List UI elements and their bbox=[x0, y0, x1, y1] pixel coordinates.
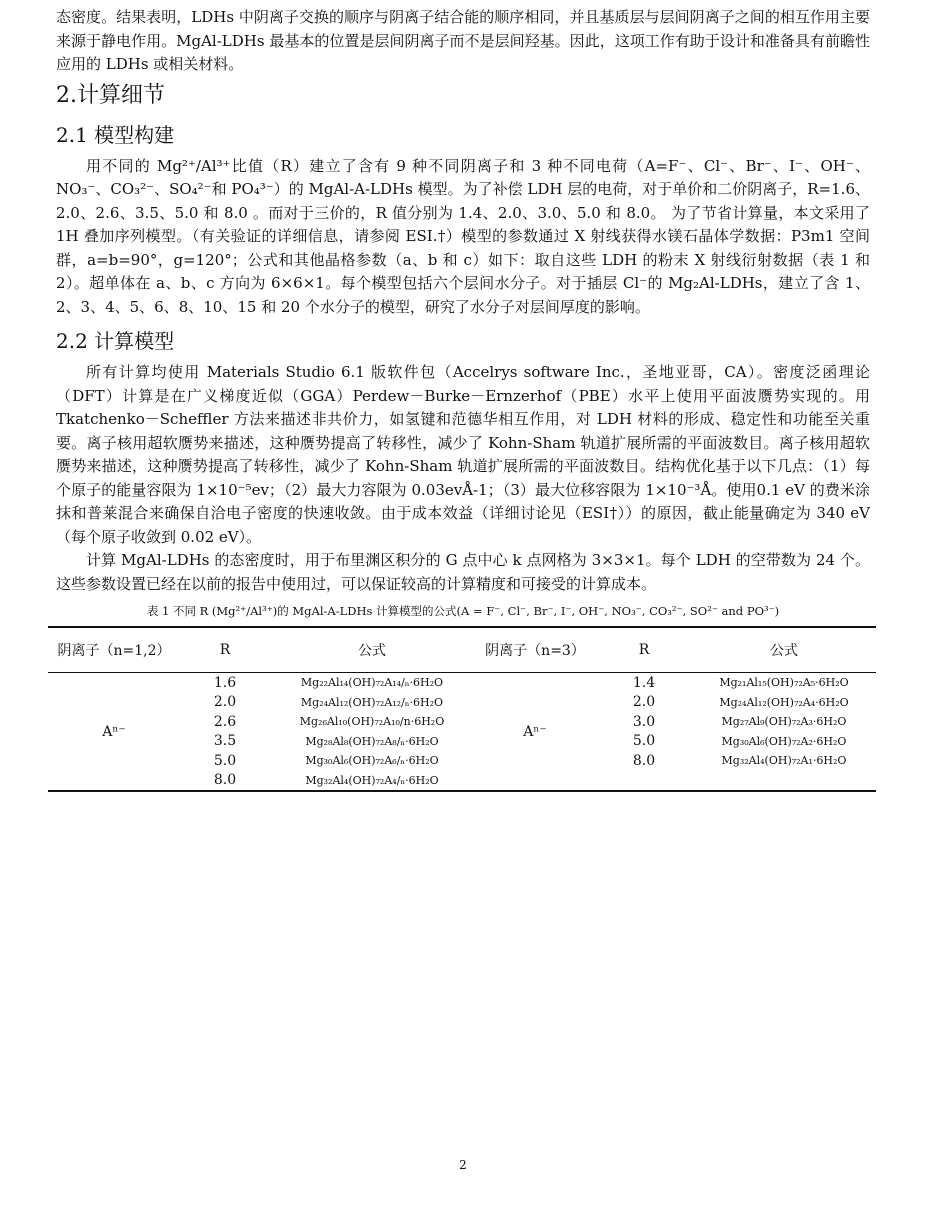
formula-cell: Mg₂₈Al₈(OH)₇₂A₈/ₙ·6H₂O bbox=[305, 734, 439, 748]
r-value: 2.0 bbox=[632, 694, 656, 711]
header-r-right: R bbox=[596, 627, 692, 673]
table-caption: 表 1 不同 R (Mg²⁺/Al³⁺)的 MgAl-A-LDHs 计算模型的公式(A = F⁻, Cl⁻, Br⁻, I⁻, OH⁻, NO₃⁻, CO₃²⁻, SO²⁻ and PO³⁻) bbox=[146, 604, 780, 618]
anion-label-left: Aⁿ⁻ bbox=[48, 673, 180, 792]
r-value: 1.6 bbox=[213, 674, 237, 691]
r-value: 2.0 bbox=[213, 694, 237, 711]
table-row bbox=[48, 673, 876, 693]
formula-table bbox=[48, 626, 876, 792]
r-value: 3.0 bbox=[632, 713, 656, 730]
anion-label-right: Aⁿ⁻ bbox=[474, 673, 596, 792]
dos-paragraph: 计算 MgAl-LDHs 的态密度时，用于布里渊区积分的 G 点中心 k 点网格为 3×3×1。每个 LDH 的空带数为 24 个。这些参数设置已经在以前的报告中使用过，可以保证较高的计算精度和可接受的计算成本。 bbox=[56, 551, 870, 593]
intro-paragraph: 态密度。结果表明，LDHs 中阴离子交换的顺序与阴离子结合能的顺序相同，并且基质层与层间阴离子之间的相互作用主要来源于静电作用。MgAl-LDHs 最基本的位置是层间阴离子而不是层间羟基。因此，这项工作有助于设计和准备具有前瞻性应用的 LDHs 或相关材料。 bbox=[56, 8, 870, 73]
section-heading-2-1: 2.1 模型构建 bbox=[56, 122, 175, 147]
r-value: 1.4 bbox=[632, 674, 656, 691]
page-number: 2 bbox=[459, 1158, 467, 1172]
header-anion-n12: 阴离子（n=1,2） bbox=[48, 627, 180, 673]
section-heading-2: 2.计算细节 bbox=[56, 82, 165, 108]
formula-cell: Mg₃₀Al₆(OH)₇₂A₂·6H₂O bbox=[721, 734, 847, 748]
r-value: 8.0 bbox=[632, 752, 656, 769]
r-value: 5.0 bbox=[213, 752, 237, 769]
formula-cell: Mg₂₂Al₁₄(OH)₇₂A₁₄/ₙ·6H₂O bbox=[300, 676, 444, 690]
formula-cell: Mg₃₂Al₄(OH)₇₂A₁·6H₂O bbox=[721, 754, 847, 768]
formula-cell: Mg₂₇Al₉(OH)₇₂A₃·6H₂O bbox=[721, 715, 847, 729]
r-value: 5.0 bbox=[632, 733, 656, 750]
header-r-left: R bbox=[180, 627, 270, 673]
empty-cell bbox=[692, 771, 876, 792]
header-formula-left: 公式 bbox=[270, 627, 474, 673]
section-heading-2-2: 2.2 计算模型 bbox=[56, 329, 175, 353]
empty-cell bbox=[596, 771, 692, 792]
model-construction-paragraph: 用不同的 Mg²⁺/Al³⁺比值（R）建立了含有 9 种不同阴离子和 3 种不同电荷（A=F⁻、Cl⁻、Br⁻、I⁻、OH⁻、NO₃⁻、CO₃²⁻、SO₄²⁻和 PO₄³⁻）的 MgAl-A-LDHs 模型。为了补偿 LDH 层的电荷，对于单价和二价阴离子，R=1.6、2.0、2.6、3.5、5.0 和 8.0 。而对于三价的，R 值分别为 1.4、2.0、3.0、5.0 和 8.0。 为了节省计算量，本文采用了 1H 叠加序列模型。（有关验证的详细信息，请参阅 ESI.†）模型的参数通过 X 射线获得水镁石晶体学数据：P3m1 空间群，a=b=90°，g=120°；公式和其他晶格参数（a、b 和 c）如下：取自这些 LDH 的粉末 X 射线衍射数据（表 1 和 2）。超单体在 a、b、c 方向为 6×6×1。每个模型包括六个层间水分子。对于插层 Cl⁻的 Mg₂Al-LDHs，建立了含 1、2、3、4、5、6、8、10、15 和 20 个水分子的模型，研究了水分子对层间厚度的影响。 bbox=[56, 156, 870, 316]
formula-cell: Mg₂₄Al₁₂(OH)₇₂A₄·6H₂O bbox=[719, 695, 849, 709]
header-formula-right: 公式 bbox=[692, 627, 876, 673]
header-anion-n3: 阴离子（n=3） bbox=[474, 627, 596, 673]
formula-cell: Mg₂₆Al₁₀(OH)₇₂A₁₀/n·6H₂O bbox=[299, 715, 445, 729]
r-value: 8.0 bbox=[180, 771, 270, 792]
formula-cell: Mg₃₀Al₆(OH)₇₂A₆/ₙ·6H₂O bbox=[305, 754, 439, 768]
r-value: 3.5 bbox=[213, 733, 237, 750]
table-header-row bbox=[48, 627, 876, 673]
formula-cell: Mg₂₁Al₁₅(OH)₇₂A₅·6H₂O bbox=[719, 676, 849, 690]
formula-cell: Mg₃₂Al₄(OH)₇₂A₄/ₙ·6H₂O bbox=[270, 771, 474, 792]
r-value: 2.6 bbox=[213, 713, 237, 730]
formula-cell: Mg₂₄Al₁₂(OH)₇₂A₁₂/ₙ·6H₂O bbox=[300, 695, 444, 709]
computation-paragraph: 所有计算均使用 Materials Studio 6.1 版软件包（Accelrys software Inc.，圣地亚哥，CA）。密度泛函理论（DFT）计算是在广义梯度近似（GGA）Perdew－Burke－Ernzerhof（PBE）水平上使用平面波赝势实现的。用 Tkatchenko－Scheffler 方法来描述非共价力，如氢键和范德华相互作用，对 LDH 材料的形成、稳定性和功能至关重要。离子核用超软赝势来描述，这种赝势提高了转移性，减少了 Kohn-Sham 轨道扩展所需的平面波数目。离子核用超软赝势来描述，这种赝势提高了转移性，减少了 Kohn-Sham 轨道扩展所需的平面波数目。结构优化基于以下几点：（1）每个原子的能量容限为 1×10⁻⁵ev；（2）最大力容限为 0.03evÅ-1；（3）最大位移容限为 1×10⁻³Å。使用0.1 eV 的费米涂抹和普莱混合来确保自洽电子密度的快速收敛。由于成本效益（详细讨论见（ESI†））的原因，截止能量确定为 340 eV（每个原子收敛到 0.02 eV）。 bbox=[56, 363, 870, 546]
